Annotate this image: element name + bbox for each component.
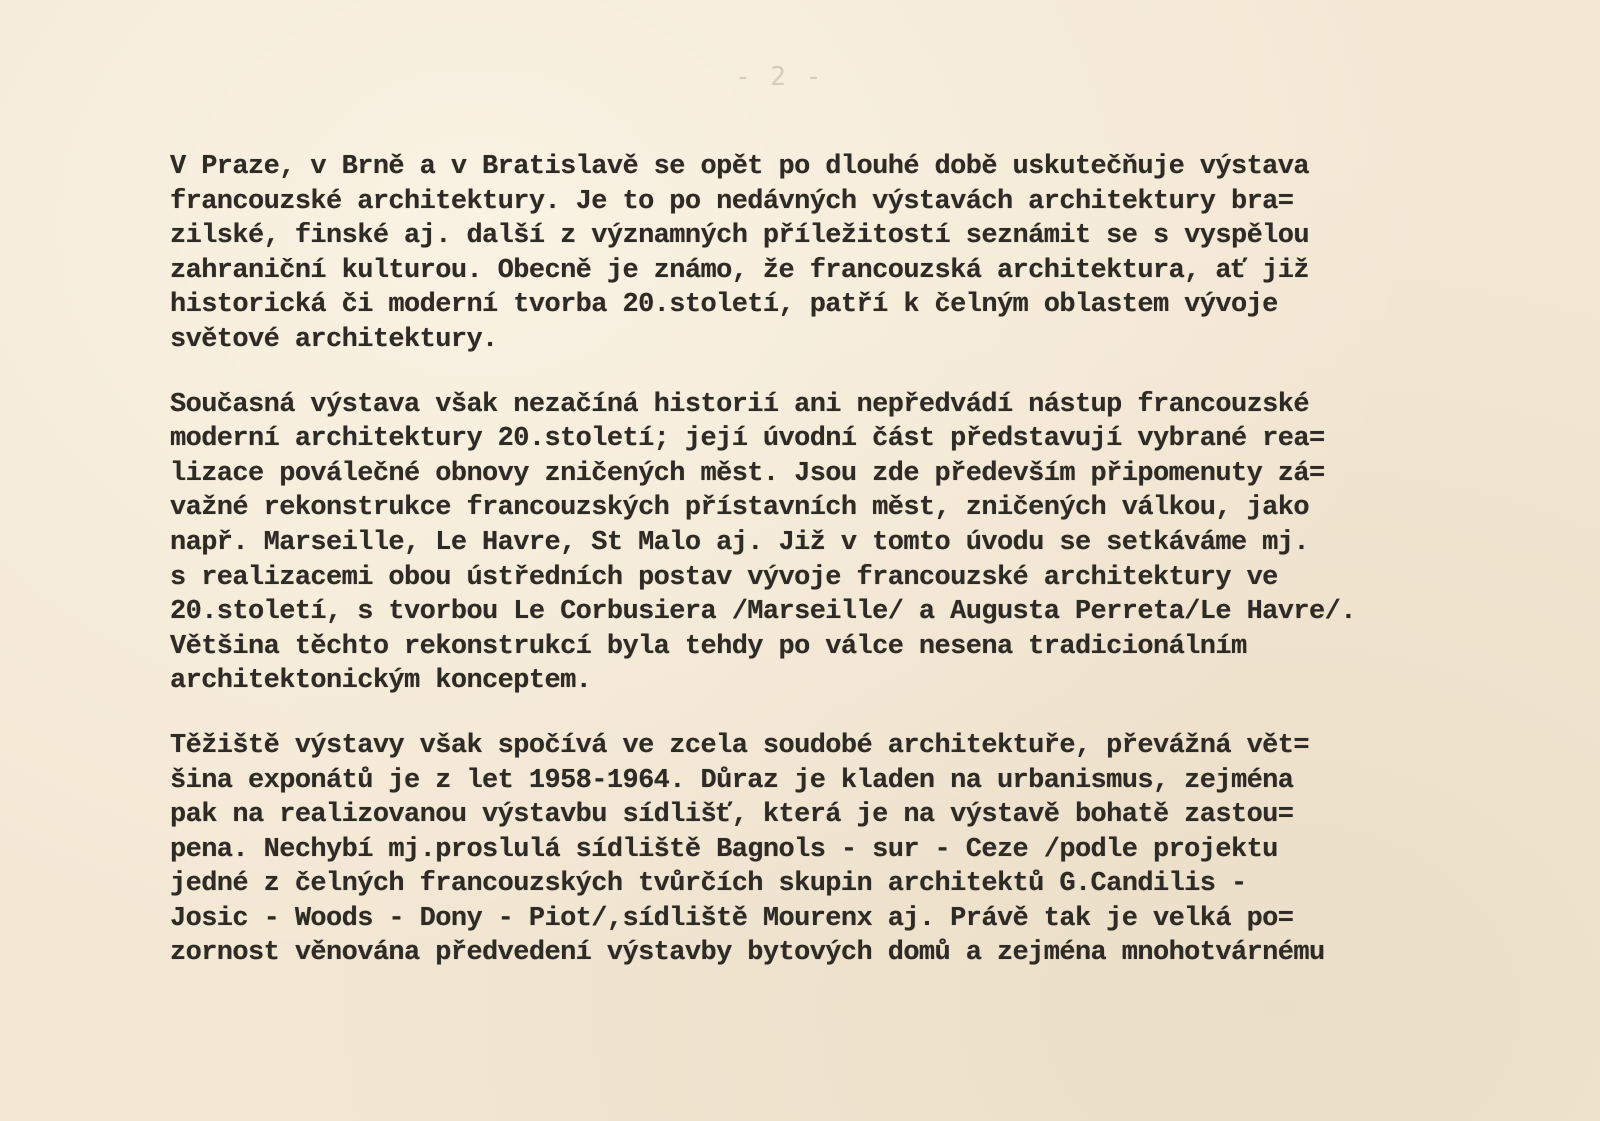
text-line: pena. Nechybí mj.proslulá sídliště Bagnols - sur - Ceze /podle projektu [170, 834, 1278, 865]
text-line: lizace poválečné obnovy zničených měst. Jsou zde především připomenuty zá= [170, 458, 1325, 489]
text-line: šina exponátů je z let 1958-1964. Důraz je kladen na urbanismus, zejména [170, 765, 1294, 796]
text-line: s realizacemi obou ústředních postav vývoje francouzské architektury ve [170, 562, 1278, 593]
text-line: Josic - Woods - Dony - Piot/,sídliště Mourenx aj. Právě tak je velká po= [170, 903, 1294, 934]
text-line: Většina těchto rekonstrukcí byla tehdy po válce nesena tradicionálním [170, 631, 1247, 662]
text-line: V Praze, v Brně a v Bratislavě se opět po dlouhé době uskutečňuje výstava [170, 152, 1309, 182]
paragraph-3 [170, 729, 1460, 971]
text-line: pak na realizovanou výstavbu sídlišť, která je na výstavě bohatě zastou= [170, 800, 1294, 831]
text-line: moderní architektury 20.století; její úvodní část představují vybrané rea= [170, 424, 1325, 455]
text-line: 20.století, s tvorbou Le Corbusiera /Marseille/ a Augusta Perreta/Le Havre/. [170, 597, 1356, 628]
document-body [170, 150, 1460, 1001]
text-line: světové architektury. [170, 324, 498, 355]
text-line: zilské, finské aj. další z významných příležitostí seznámit se s vyspělou [170, 221, 1309, 252]
text-line: Současná výstava však nezačíná historií ani nepředvádí nástup francouzské [170, 389, 1309, 420]
text-line: francouzské architektury. Je to po nedávných výstavách architektury bra= [170, 186, 1294, 217]
text-line: zahraniční kulturou. Obecně je známo, že francouzská architektura, ať již [170, 255, 1309, 286]
paragraph-2 [170, 388, 1460, 699]
text-line: např. Marseille, Le Havre, St Malo aj. Již v tomto úvodu se setkáváme mj. [170, 527, 1309, 558]
paragraph-1 [170, 150, 1460, 358]
text-line: važné rekonstrukce francouzských přístavních měst, zničených válkou, jako [170, 493, 1309, 524]
text-line: jedné z čelných francouzských tvůrčích skupin architektů G.Candilis - [170, 869, 1247, 900]
text-line: historická či moderní tvorba 20.století, patří k čelným oblastem vývoje [170, 290, 1278, 321]
page-number: - 2 - [735, 62, 824, 92]
text-line: architektonickým konceptem. [170, 666, 592, 697]
text-line: Těžiště výstavy však spočívá ve zcela soudobé architektuře, převážná vět= [170, 730, 1309, 761]
text-line: zornost věnována předvedení výstavby bytových domů a zejména mnohotvárnému [170, 938, 1325, 969]
